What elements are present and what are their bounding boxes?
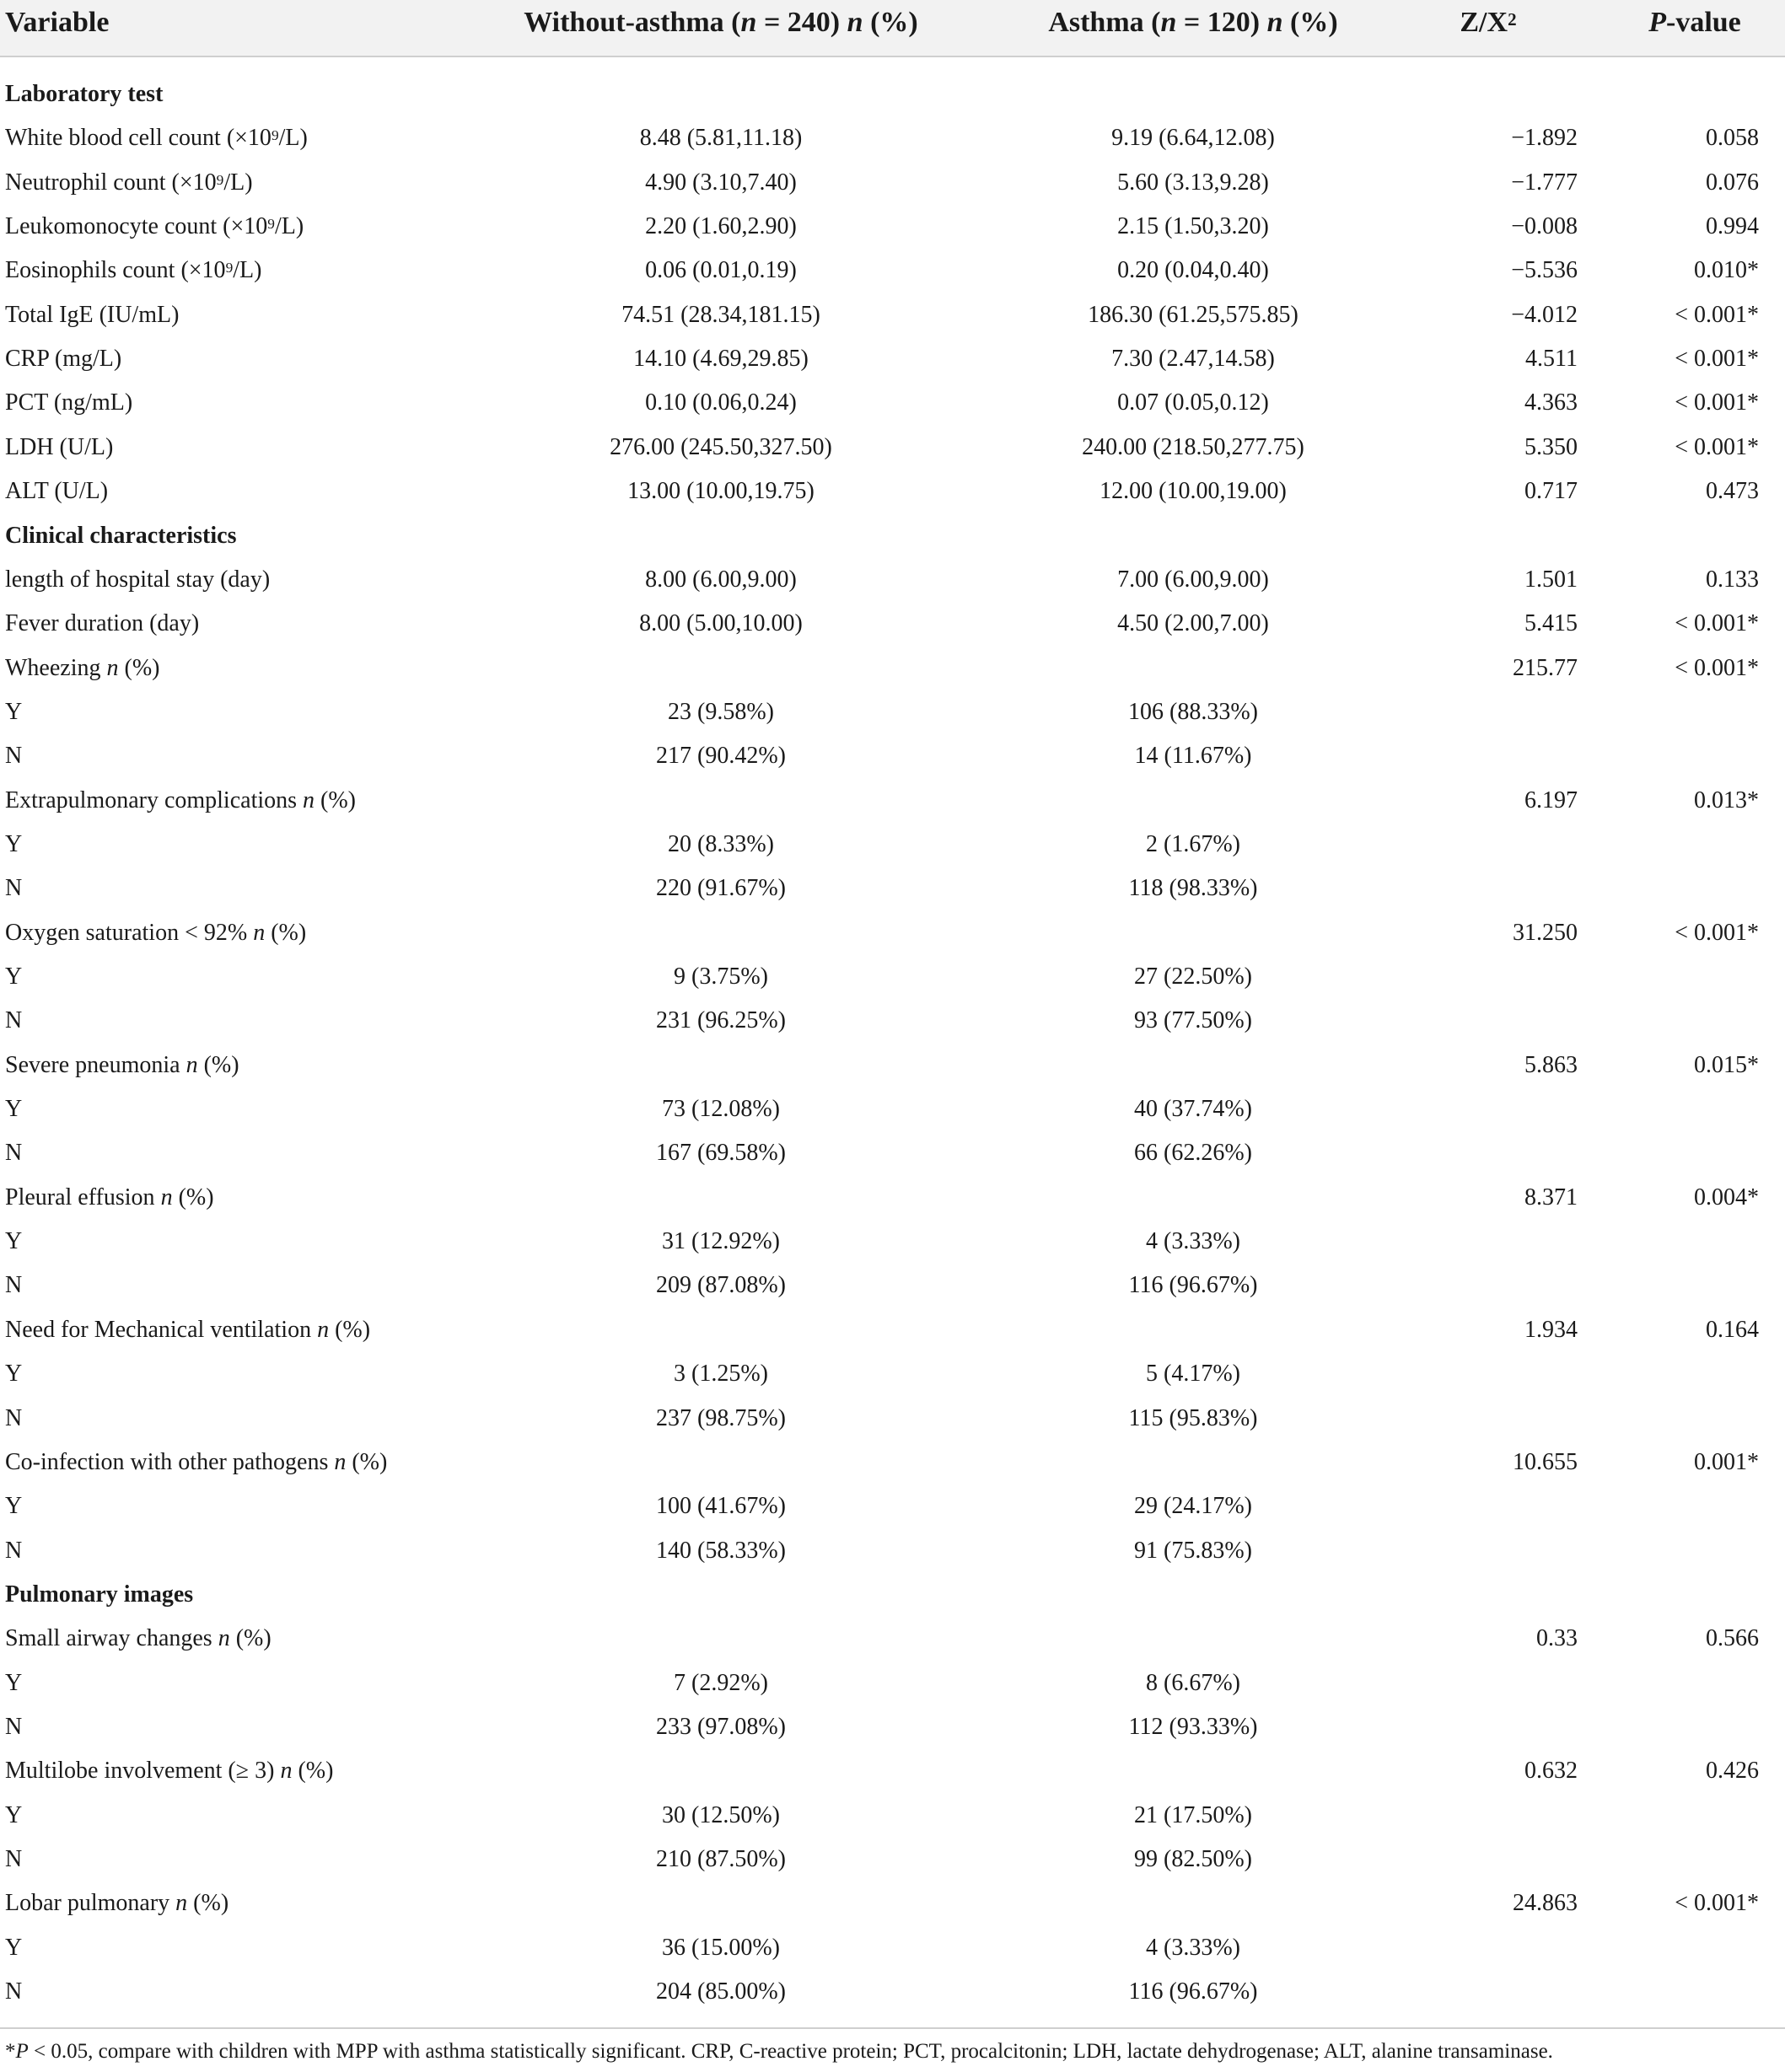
table-row [0,1442,1785,1486]
row-label: ALT (U/L) [5,478,109,505]
asthma-value: 0.07 (0.05,0.12) [1117,389,1269,416]
p-value: 0.004* [1694,1184,1759,1210]
asthma-value: 21 (17.50%) [1134,1801,1252,1828]
table-row [0,1133,1785,1177]
row-label: Wheezing n (%) [5,654,160,681]
without-asthma-value: 23 (9.58%) [668,698,774,725]
header-variable: Variable [5,7,110,38]
row-label: Y [5,1361,23,1388]
asthma-value: 8 (6.67%) [1146,1669,1240,1696]
p-value: < 0.001* [1675,1890,1759,1917]
z-x2-value: 1.501 [1524,566,1578,593]
table-row [0,1928,1785,1972]
z-x2-value: 4.363 [1524,389,1578,416]
without-asthma-value: 220 (91.67%) [656,875,786,902]
z-x2-value: 8.371 [1524,1184,1578,1210]
section-header-row [0,516,1785,560]
table-row [0,1354,1785,1398]
table-row [0,1663,1785,1707]
row-label: length of hospital stay (day) [5,566,271,593]
header-without-asthma: Without-asthma (n = 240) n (%) [524,7,918,38]
p-value: 0.133 [1706,566,1759,593]
z-x2-value: 0.717 [1524,478,1578,505]
section-header-row [0,74,1785,118]
without-asthma-value: 9 (3.75%) [674,964,768,990]
header-z-x2: $Z/X^2$ [1460,7,1517,38]
z-x2-value: 4.511 [1525,346,1578,373]
row-label: Y [5,1228,23,1255]
table-row [0,1486,1785,1530]
asthma-value: 93 (77.50%) [1134,1007,1252,1034]
row-label: Co-infection with other pathogens n (%) [5,1448,388,1475]
header-asthma: Asthma (n = 120) n (%) [1048,7,1338,38]
p-value: 0.058 [1706,125,1759,152]
asthma-value: 91 (75.83%) [1134,1537,1252,1564]
table-row [0,1796,1785,1839]
without-asthma-value: 231 (96.25%) [656,1007,786,1034]
table-row [0,295,1785,339]
row-label: Eosinophils count $(\times 10^9/L)$ [5,257,262,284]
asthma-value: 29 (24.17%) [1134,1493,1252,1520]
p-value: 0.015* [1694,1051,1759,1078]
table-row [0,250,1785,294]
p-value: 0.076 [1706,169,1759,196]
table-row [0,1618,1785,1662]
asthma-value: 99 (82.50%) [1134,1846,1252,1872]
asthma-value: 66 (62.26%) [1134,1140,1252,1167]
row-label: Severe pneumonia n (%) [5,1051,239,1078]
row-label: Oxygen saturation < 92% n (%) [5,919,307,946]
without-asthma-value: 0.10 (0.06,0.24) [645,389,797,416]
table-row [0,1221,1785,1265]
row-label: Y [5,1669,23,1696]
row-label: Y [5,1096,23,1123]
p-value: < 0.001* [1675,389,1759,416]
without-asthma-value: 74.51 (28.34,181.15) [621,301,820,328]
row-label: Neutrophil count $(\times 10^9/L)$ [5,169,253,196]
row-label: Y [5,830,23,857]
asthma-value: 112 (93.33%) [1128,1713,1258,1740]
p-value: 0.001* [1694,1448,1759,1475]
table-row [0,1707,1785,1751]
without-asthma-value: 2.20 (1.60,2.90) [645,213,797,240]
z-x2-value: 5.415 [1524,610,1578,637]
asthma-value: 118 (98.33%) [1128,875,1258,902]
without-asthma-value: 100 (41.67%) [656,1493,786,1520]
asthma-value: 186.30 (61.25,575.85) [1088,301,1298,328]
table-row [0,118,1785,162]
asthma-value: 9.19 (6.64,12.08) [1111,125,1275,152]
section-header-row [0,1575,1785,1618]
table-footnote: *P < 0.05, compare with children with MPP with asthma statistically significant. CRP, C-reactive protein; PCT, procalcitonin; LDH, lactate dehydrogenase; ALT, alanine transaminase. [5,2040,1553,2063]
table-row [0,781,1785,824]
asthma-value: 4.50 (2.00,7.00) [1117,610,1269,637]
row-label: N [5,1713,23,1740]
table-row [0,868,1785,912]
z-x2-value: 5.863 [1524,1051,1578,1078]
table-row [0,207,1785,250]
table-row [0,1178,1785,1221]
row-label: White blood cell count $(\times 10^9/L)$ [5,125,308,152]
row-label: Multilobe involvement (≥ 3) n (%) [5,1758,334,1785]
asthma-value: 12.00 (10.00,19.00) [1099,478,1287,505]
without-asthma-value: 14.10 (4.69,29.85) [633,346,809,373]
p-value: < 0.001* [1675,919,1759,946]
table-header [0,0,1785,57]
table-row [0,1310,1785,1354]
p-value: 0.994 [1706,213,1759,240]
p-value: < 0.001* [1675,346,1759,373]
without-asthma-value: 217 (90.42%) [656,743,786,770]
row-label: PCT (ng/mL) [5,389,133,416]
asthma-value: 4 (3.33%) [1146,1934,1240,1961]
without-asthma-value: 13.00 (10.00,19.75) [627,478,815,505]
without-asthma-value: 3 (1.25%) [674,1361,768,1388]
row-label: N [5,1846,23,1872]
table-row [0,163,1785,207]
without-asthma-value: 73 (12.08%) [662,1096,780,1123]
without-asthma-value: 8.00 (6.00,9.00) [645,566,797,593]
table-row [0,471,1785,515]
without-asthma-value: 276.00 (245.50,327.50) [610,433,832,460]
z-x2-value: 1.934 [1524,1316,1578,1343]
row-label: Y [5,698,23,725]
table-row [0,736,1785,780]
row-label: N [5,1140,23,1167]
table-row [0,1531,1785,1575]
table-row [0,604,1785,647]
row-label: N [5,1404,23,1431]
table-row [0,957,1785,1001]
table-row [0,383,1785,427]
row-label: Pulmonary images [5,1581,194,1608]
z-x2-value: 31.250 [1513,919,1578,946]
asthma-value: 14 (11.67%) [1134,743,1252,770]
table-row [0,427,1785,471]
without-asthma-value: 4.90 (3.10,7.40) [645,169,797,196]
table-row [0,1089,1785,1133]
asthma-value: 4 (3.33%) [1146,1228,1240,1255]
table-row [0,560,1785,604]
without-asthma-value: 209 (87.08%) [656,1272,786,1299]
row-label: CRP (mg/L) [5,346,122,373]
without-asthma-value: 30 (12.50%) [662,1801,780,1828]
table-row [0,1265,1785,1309]
row-label: Y [5,1801,23,1828]
without-asthma-value: 7 (2.92%) [674,1669,768,1696]
row-label: N [5,1272,23,1299]
without-asthma-value: 8.48 (5.81,11.18) [639,125,803,152]
row-label: Leukomonocyte count $(\times 10^9/L)$ [5,213,304,240]
asthma-value: 106 (88.33%) [1128,698,1258,725]
z-x2-value: −0.008 [1511,213,1578,240]
asthma-value: 27 (22.50%) [1134,964,1252,990]
p-value: < 0.001* [1675,610,1759,637]
asthma-value: 116 (96.67%) [1128,1272,1258,1299]
table-row [0,824,1785,868]
asthma-value: 0.20 (0.04,0.40) [1117,257,1269,284]
asthma-value: 116 (96.67%) [1128,1978,1258,2005]
without-asthma-value: 0.06 (0.01,0.19) [645,257,797,284]
table-row [0,1751,1785,1795]
without-asthma-value: 20 (8.33%) [668,830,774,857]
row-label: Laboratory test [5,81,164,107]
p-value: 0.566 [1706,1625,1759,1652]
without-asthma-value: 31 (12.92%) [662,1228,780,1255]
without-asthma-value: 140 (58.33%) [656,1537,786,1564]
row-label: Extrapulmonary complications n (%) [5,786,357,813]
z-x2-value: 6.197 [1524,786,1578,813]
row-label: Y [5,1493,23,1520]
table-row [0,1045,1785,1089]
p-value: < 0.001* [1675,433,1759,460]
without-asthma-value: 167 (69.58%) [656,1140,786,1167]
header-p-value: P-value [1648,7,1741,38]
asthma-value: 7.00 (6.00,9.00) [1117,566,1269,593]
asthma-value: 2 (1.67%) [1146,830,1240,857]
z-x2-value: −1.892 [1511,125,1578,152]
without-asthma-value: 36 (15.00%) [662,1934,780,1961]
table-row [0,1972,1785,2016]
table-row [0,648,1785,692]
p-value: 0.473 [1706,478,1759,505]
z-x2-value: 10.655 [1513,1448,1578,1475]
p-value: 0.013* [1694,786,1759,813]
p-value: < 0.001* [1675,301,1759,328]
row-label: Clinical characteristics [5,522,237,549]
asthma-value: 2.15 (1.50,3.20) [1117,213,1269,240]
row-label: N [5,1537,23,1564]
z-x2-value: 24.863 [1513,1890,1578,1917]
row-label: N [5,1978,23,2005]
p-value: < 0.001* [1675,654,1759,681]
row-label: Small airway changes n (%) [5,1625,272,1652]
table-row [0,1883,1785,1927]
p-value: 0.164 [1706,1316,1759,1343]
z-x2-value: −4.012 [1511,301,1578,328]
z-x2-value: −5.536 [1511,257,1578,284]
table-row [0,339,1785,383]
z-x2-value: 215.77 [1513,654,1578,681]
row-label: Lobar pulmonary n (%) [5,1890,229,1917]
z-x2-value: 0.632 [1524,1758,1578,1785]
without-asthma-value: 8.00 (5.00,10.00) [639,610,803,637]
asthma-value: 7.30 (2.47,14.58) [1111,346,1275,373]
asthma-value: 115 (95.83%) [1128,1404,1258,1431]
z-x2-value: 5.350 [1524,433,1578,460]
row-label: N [5,1007,23,1034]
row-label: Pleural effusion n (%) [5,1184,214,1210]
row-label: Fever duration (day) [5,610,200,637]
table-row [0,1839,1785,1883]
table-row [0,692,1785,736]
table-row [0,1398,1785,1442]
without-asthma-value: 237 (98.75%) [656,1404,786,1431]
asthma-value: 5 (4.17%) [1146,1361,1240,1388]
row-label: Need for Mechanical ventilation n (%) [5,1316,371,1343]
without-asthma-value: 204 (85.00%) [656,1978,786,2005]
row-label: Total IgE (IU/mL) [5,301,180,328]
table-bottom-rule [0,2027,1785,2029]
without-asthma-value: 210 (87.50%) [656,1846,786,1872]
without-asthma-value: 233 (97.08%) [656,1713,786,1740]
row-label: Y [5,964,23,990]
p-value: 0.426 [1706,1758,1759,1785]
p-value: 0.010* [1694,257,1759,284]
row-label: N [5,743,23,770]
table-row [0,913,1785,957]
row-label: N [5,875,23,902]
z-x2-value: 0.33 [1536,1625,1578,1652]
table-row [0,1001,1785,1044]
asthma-value: 5.60 (3.13,9.28) [1117,169,1269,196]
row-label: LDH (U/L) [5,433,114,460]
row-label: Y [5,1934,23,1961]
asthma-value: 240.00 (218.50,277.75) [1082,433,1304,460]
z-x2-value: −1.777 [1511,169,1578,196]
asthma-value: 40 (37.74%) [1134,1096,1252,1123]
